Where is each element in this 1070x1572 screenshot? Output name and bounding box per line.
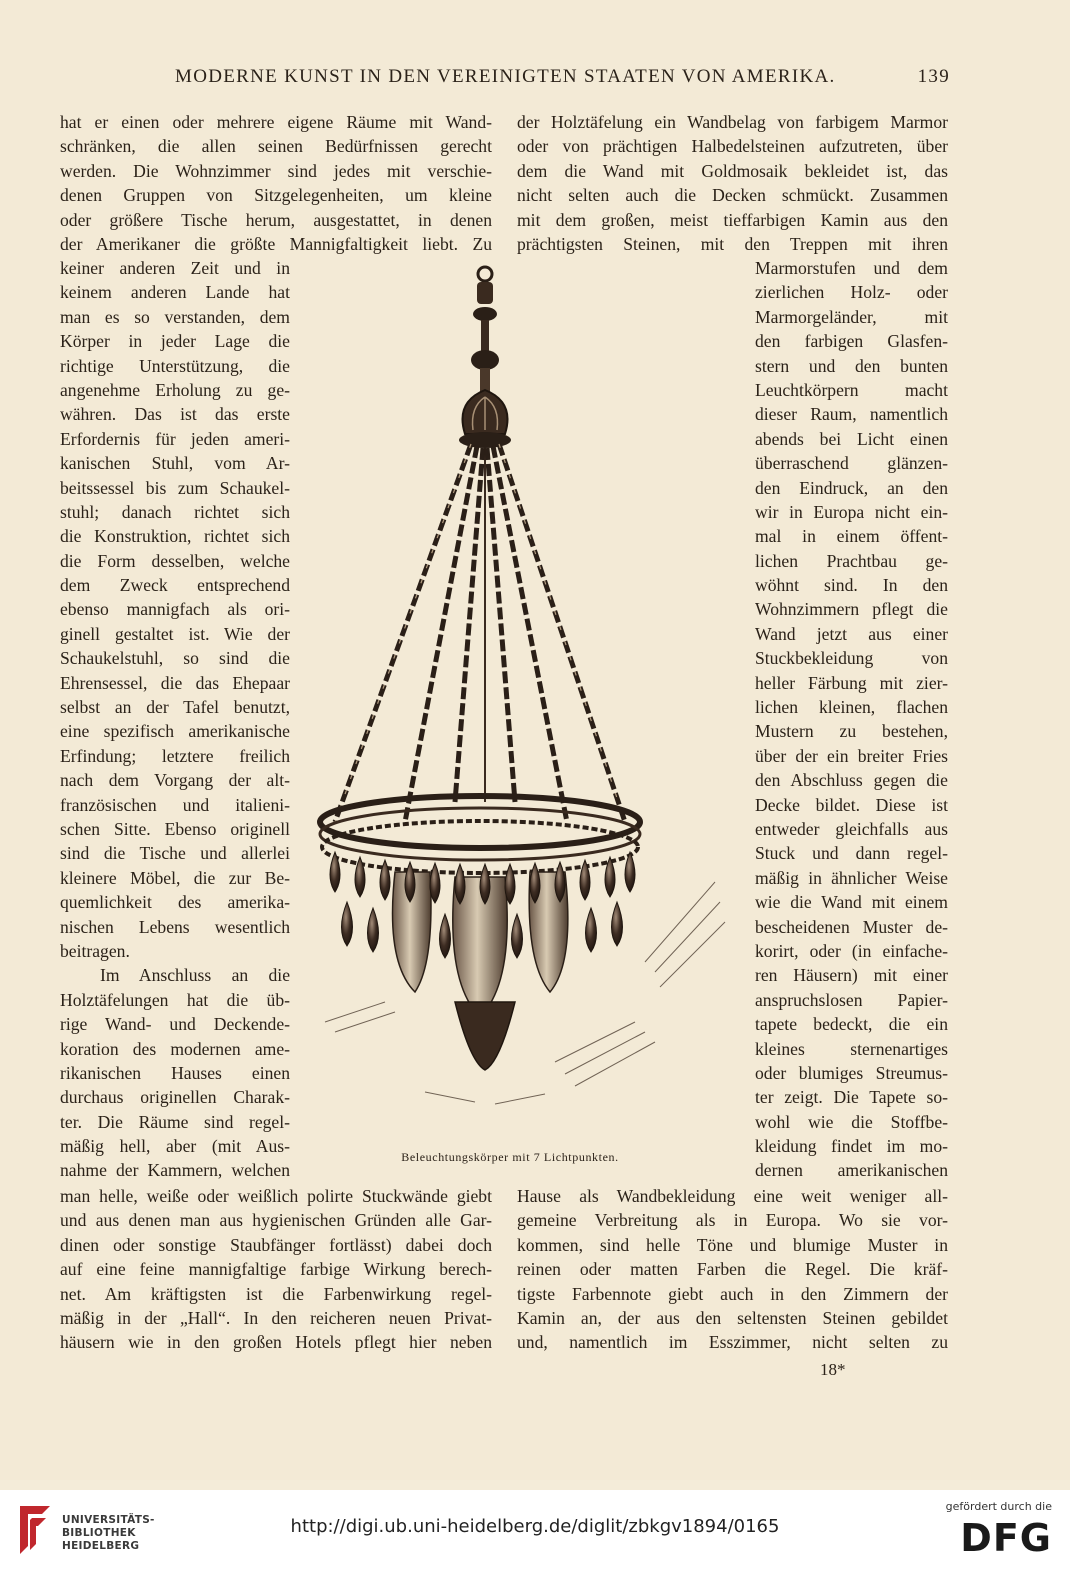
text-line: Marmorstufen und dem	[755, 258, 948, 278]
text-line: durchaus originellen Charak-	[60, 1087, 290, 1108]
text-line: net. Am kräftigsten ist die Farbenwirkung regel-	[60, 1283, 492, 1304]
library-name-line: HEIDELBERG	[62, 1540, 140, 1552]
text-line: mäßig in ähnlicher Weise	[755, 867, 948, 888]
text-column-bottom-left	[60, 1184, 492, 1355]
text-line: keiner anderen Zeit und in	[60, 258, 290, 278]
text-line: ter zeigt. Die Tapete so-	[755, 1087, 948, 1108]
text-line: entweder gleichfalls aus	[755, 818, 948, 839]
text-line: der Amerikaner die größte Mannigfaltigkeit liebt. Zu	[60, 233, 492, 254]
text-line: überraschend glänzen-	[755, 453, 948, 474]
text-line: ebenso mannigfach als ori-	[60, 599, 290, 620]
text-line: stuhl; danach richtet sich	[60, 501, 290, 522]
text-line: Kamin an, der aus den seltensten Steinen gebildet	[517, 1307, 948, 1328]
text-line: über der ein breiter Fries	[755, 745, 948, 766]
text-line: schen Sitte. Ebenso originell	[60, 818, 290, 839]
text-line: ren Häusern) mit einer	[755, 965, 948, 986]
text-line: Ehrensessel, die das Ehepaar	[60, 672, 290, 693]
text-line: richtige Unterstützung, die	[60, 355, 290, 376]
text-line: Holztäfelungen hat die üb-	[60, 989, 290, 1010]
text-line: mäßig hell, aber (mit Aus-	[60, 1136, 290, 1157]
text-line: tigste Farbennote giebt auch in den Zimmern der	[517, 1283, 948, 1304]
text-line: Wohnzimmern pflegt die	[755, 599, 948, 620]
text-line: kommen, sind helle Töne und blumige Muster in	[517, 1234, 948, 1255]
library-name-line: BIBLIOTHEK	[62, 1527, 136, 1539]
text-line: und aus denen man aus hygienischen Gründen alle Gar-	[60, 1210, 492, 1231]
permalink-url[interactable]: http://digi.ub.uni-heidelberg.de/diglit/zbkgv1894/0165	[290, 1516, 780, 1537]
text-line: Stuckbekleidung von	[755, 648, 948, 669]
text-line: oder größere Tische herum, ausgestattet, in denen	[60, 209, 492, 230]
text-line: korirt, oder (in einfache-	[755, 940, 948, 961]
text-line: hat er einen oder mehrere eigene Räume mit Wand-	[60, 112, 492, 132]
text-line: angenehme Erholung zu ge-	[60, 379, 290, 400]
text-line: rige Wand- und Deckende-	[60, 1014, 290, 1035]
text-line: ter. Die Räume sind regel-	[60, 1111, 290, 1132]
text-line: schränken, die allen seinen Bedürfnissen gerecht	[60, 136, 492, 157]
text-line: auf eine feine mannigfaltige farbige Wirkung berech-	[60, 1259, 492, 1280]
text-line: oder blumiges Streumus-	[755, 1062, 948, 1083]
dfg-logo: DFG	[960, 1516, 1052, 1560]
text-line: nicht selten auch die Decken schmückt. Zusammen	[517, 185, 948, 206]
text-line: mal in einem öffent-	[755, 526, 948, 547]
text-line: nach dem Vorgang der alt-	[60, 770, 290, 791]
running-header	[60, 66, 950, 96]
text-line: kleinere Möbel, die zur Be-	[60, 867, 290, 888]
text-line: abends bei Licht einen	[755, 428, 948, 449]
text-line: bescheidenen Muster de-	[755, 916, 948, 937]
text-line: währen. Das ist das erste	[60, 404, 290, 425]
text-line: dem Zweck entsprechend	[60, 575, 290, 596]
text-line: Schaukelstuhl, so sind die	[60, 648, 290, 669]
page-number: 139	[917, 66, 950, 87]
sponsor-text: gefördert durch die	[945, 1500, 1052, 1513]
text-line: koration des modernen ame-	[60, 1038, 290, 1059]
text-line: denen Gruppen von Sitzgelegenheiten, um kleine	[60, 185, 492, 206]
text-line: lichen Prachtbau ge-	[755, 550, 948, 571]
text-line: kleines sternenartiges	[755, 1038, 948, 1059]
text-line: dinen oder sonstige Staubfänger fortlässt) dabei doch	[60, 1234, 492, 1255]
text-line: Marmorgeländer, mit	[755, 306, 948, 327]
text-line: nischen Lebens wesentlich	[60, 916, 290, 937]
text-line: anspruchslosen Papier-	[755, 989, 948, 1010]
text-line: ginell gestaltet ist. Wie der	[60, 623, 290, 644]
text-line: der Holztäfelung ein Wandbelag von farbigem Marmor	[517, 112, 948, 132]
text-line: den Eindruck, an den	[755, 477, 948, 498]
text-line: die Konstruktion, richtet sich	[60, 526, 290, 547]
text-column-top-left	[60, 110, 492, 256]
text-line: Wand jetzt aus einer	[755, 623, 948, 644]
text-line: Erfindung; letztere freilich	[60, 745, 290, 766]
text-line: wie die Wand mit einem	[755, 892, 948, 913]
text-line: dem die Wand mit Goldmosaik bekleidet ist, das	[517, 160, 948, 181]
digitization-footer	[0, 1490, 1070, 1572]
text-line: den farbigen Glasfen-	[755, 331, 948, 352]
text-line: prächtigsten Steinen, mit den Treppen mit ihren	[517, 233, 948, 254]
text-line: dernen amerikanischen	[755, 1160, 948, 1181]
text-line: rikanischen Hauses einen	[60, 1062, 290, 1083]
text-column-wrap-right	[755, 256, 948, 1183]
library-name-line: UNIVERSITÄTS-	[62, 1514, 155, 1526]
text-line: beitragen.	[60, 940, 130, 961]
text-line: dieser Raum, namentlich	[755, 404, 948, 425]
text-line: sind die Tische und allerlei	[60, 843, 290, 864]
text-line: oder von prächtigen Halbedelsteinen aufzutreten, über	[517, 136, 948, 157]
text-line: Im Anschluss an die	[100, 965, 290, 986]
running-title: MODERNE KUNST IN DEN VEREINIGTEN STAATEN VON AMERIKA.	[175, 66, 836, 87]
text-line: und, namentlich im Esszimmer, nicht selten zu	[517, 1332, 948, 1353]
text-line: kanischen Stuhl, vom Ar-	[60, 453, 290, 474]
signature-mark: 18*	[820, 1360, 846, 1379]
text-column-top-right	[517, 110, 948, 256]
chandelier-illustration	[305, 262, 745, 1142]
text-line: die Form desselben, welche	[60, 550, 290, 571]
text-line: französischen und italieni-	[60, 794, 290, 815]
text-line: stern und den bunten	[755, 355, 948, 376]
text-line: selbst an der Tafel benutzt,	[60, 697, 290, 718]
text-line: keinem anderen Lande hat	[60, 282, 290, 303]
text-line: man es so verstanden, dem	[60, 306, 290, 327]
text-line: Stuck und dann regel-	[755, 843, 948, 864]
text-line: den Abschluss gegen die	[755, 770, 948, 791]
text-line: Decke bildet. Diese ist	[755, 794, 948, 815]
text-line: gemeine Verbreitung als in Europa. Wo sie vor-	[517, 1210, 948, 1231]
text-line: wir in Europa nicht ein-	[755, 501, 948, 522]
text-line: quemlichkeit des amerika-	[60, 892, 290, 913]
text-line: beitssessel bis zum Schaukel-	[60, 477, 290, 498]
text-line: Mustern zu bestehen,	[755, 721, 948, 742]
text-line: mäßig in der „Hall“. In den reicheren neuen Privat-	[60, 1307, 492, 1328]
text-column-wrap-left	[60, 256, 290, 1183]
text-line: Körper in jeder Lage die	[60, 331, 290, 352]
text-line: lichen kleinen, flachen	[755, 697, 948, 718]
figure-caption: Beleuchtungskörper mit 7 Lichtpunkten.	[401, 1150, 619, 1164]
text-line: zierlichen Holz- oder	[755, 282, 948, 303]
text-line: reinen oder matten Farben die Regel. Die kräf-	[517, 1259, 948, 1280]
text-line: häusern wie in den großen Hotels pflegt hier neben	[60, 1332, 492, 1353]
text-column-bottom-right	[517, 1184, 948, 1355]
text-line: werden. Die Wohnzimmer sind jedes mit verschie-	[60, 160, 492, 181]
text-line: man helle, weiße oder weißlich polirte Stuckwände giebt	[60, 1186, 492, 1206]
text-line: wohl wie die Stoffbe-	[755, 1111, 948, 1132]
text-line: heller Färbung mit zier-	[755, 672, 948, 693]
text-line: eine spezifisch amerikanische	[60, 721, 290, 742]
text-line: Erfordernis für jeden ameri-	[60, 428, 290, 449]
text-line: nahme der Kammern, welchen	[60, 1160, 290, 1181]
text-line: wöhnt sind. In den	[755, 575, 948, 596]
text-line: tapete bedeckt, die ein	[755, 1014, 948, 1035]
text-line: Leuchtkörpern macht	[755, 379, 948, 400]
text-line: mit dem großen, meist tieffarbigen Kamin aus den	[517, 209, 948, 230]
text-line: kleidung findet im mo-	[755, 1136, 948, 1157]
text-line: Hause als Wandbekleidung eine weit weniger all-	[517, 1186, 948, 1206]
